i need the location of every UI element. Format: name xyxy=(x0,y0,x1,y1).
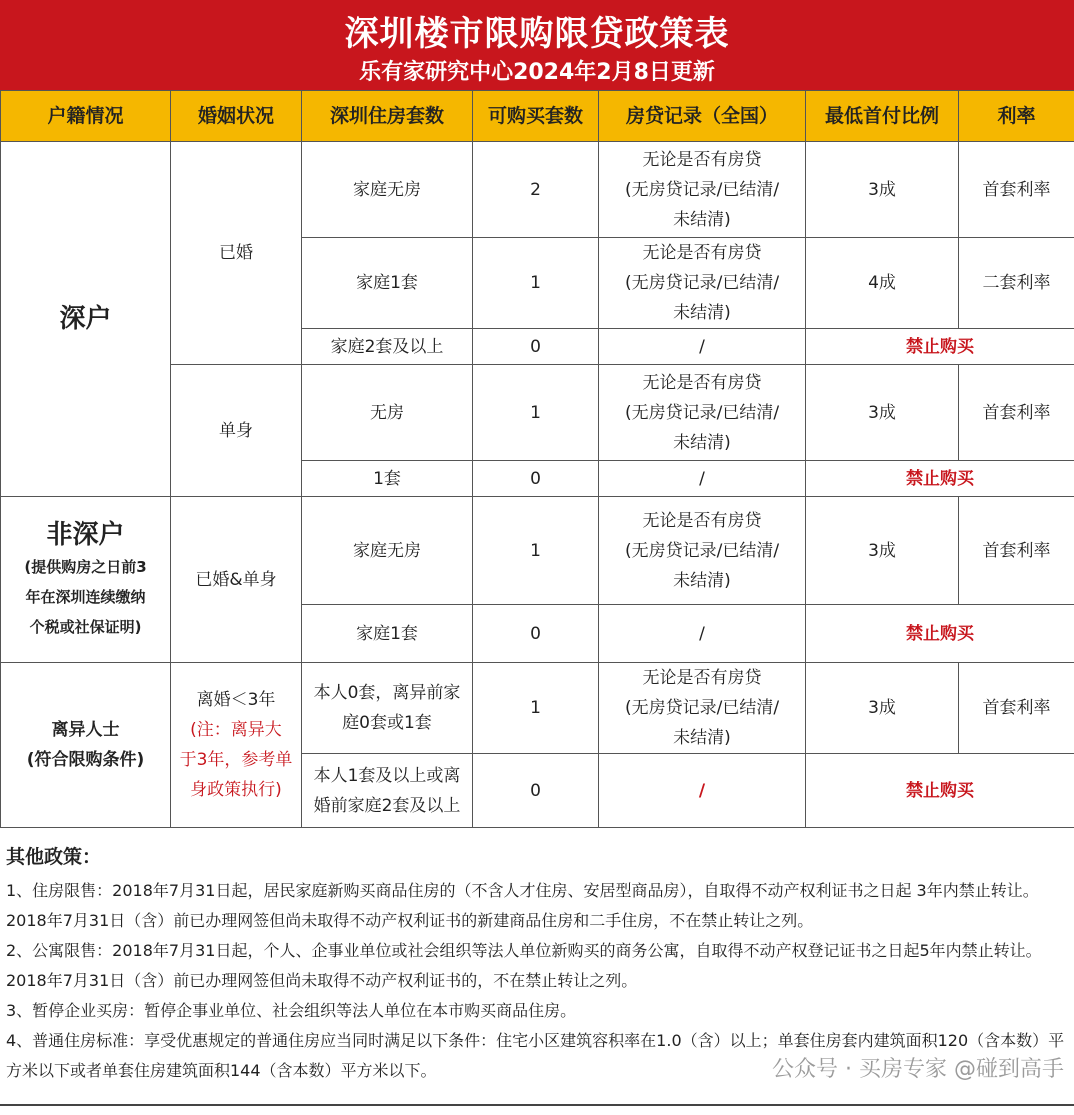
forbidden-cell: 禁止购买 xyxy=(806,605,1074,663)
count-cell: 2 xyxy=(473,142,599,238)
count-cell: 0 xyxy=(473,754,599,828)
forbidden-cell: 禁止购买 xyxy=(806,461,1074,497)
down-payment-cell: 3成 xyxy=(806,142,959,238)
housing-line: 本人1套及以上或离 xyxy=(313,765,461,786)
policy-item: 4、普通住房标准：享受优惠规定的普通住房应当同时满足以下条件：住宅小区建筑容积率在1.0（含）以上；单套住房套内建筑面积120（含本数）平方米以下或者单套住房建筑面积144（含本数）平方米以下。 xyxy=(6,1031,1065,1080)
marital-both: 已婚&单身 xyxy=(171,497,302,663)
count-cell: 1 xyxy=(473,238,599,329)
loan-record-cell xyxy=(599,238,806,329)
col-header: 深圳住房套数 xyxy=(302,91,473,142)
residency-label: 离异人士 xyxy=(51,720,120,740)
housing-cell xyxy=(302,754,473,828)
marital-divorced xyxy=(171,663,302,828)
housing-cell: 1套 xyxy=(302,461,473,497)
down-payment-cell: 3成 xyxy=(806,497,959,605)
residency-divorced xyxy=(1,663,171,828)
loan-line: (无房贷记录/已结清/ xyxy=(624,698,780,718)
loan-line: (无房贷记录/已结清/ xyxy=(624,540,780,561)
housing-cell xyxy=(302,663,473,754)
marital-note: 于3年，参考单 xyxy=(179,750,293,770)
page-title: 深圳楼市限购限贷政策表 xyxy=(344,14,730,54)
residency-label: 非深户 xyxy=(46,519,125,550)
col-header: 婚姻状况 xyxy=(171,91,302,142)
loan-record-cell: / xyxy=(599,329,806,365)
policy-table xyxy=(0,90,1074,828)
loan-line: (无房贷记录/已结清/ xyxy=(624,402,780,423)
count-cell: 0 xyxy=(473,329,599,365)
housing-line: 庭0套或1套 xyxy=(342,713,432,733)
rate-cell: 首套利率 xyxy=(959,365,1074,461)
loan-line: (无房贷记录/已结清/ xyxy=(624,273,780,293)
residency-note: (提供购房之日前3 xyxy=(24,557,147,576)
residency-note: 个税或社保证明) xyxy=(29,617,142,636)
other-policies-title: 其他政策： xyxy=(6,846,102,868)
col-header: 可购买套数 xyxy=(473,91,599,142)
marital-note: (注：离异大 xyxy=(190,720,282,740)
loan-line: 无论是否有房贷 xyxy=(642,668,762,688)
residency-note: 年在深圳连续缴纳 xyxy=(25,587,146,606)
col-header: 房贷记录（全国） xyxy=(599,91,806,142)
col-header: 户籍情况 xyxy=(1,91,171,142)
loan-record-cell xyxy=(599,497,806,605)
down-payment-cell: 4成 xyxy=(806,238,959,329)
bottom-divider xyxy=(0,1104,1074,1106)
count-cell: 0 xyxy=(473,461,599,497)
policy-item: 1、住房限售：2018年7月31日起，居民家庭新购买商品住房的（不含人才住房、安居型商品房），自取得不动产权利证书之日起 3年内禁止转让。2018年7月31日（含）前已办理网签但尚未取得不动产权利证书的新建商品住房和二手住房，不在禁止转让之列。 xyxy=(6,881,1039,930)
loan-line: 无论是否有房贷 xyxy=(642,510,762,531)
loan-line: 无论是否有房贷 xyxy=(642,372,762,393)
title-banner xyxy=(0,0,1074,90)
housing-line: 婚前家庭2套及以上 xyxy=(313,795,461,816)
rate-cell: 二套利率 xyxy=(959,238,1074,329)
loan-line: 未结清) xyxy=(673,432,731,453)
rate-cell: 首套利率 xyxy=(959,142,1074,238)
residency-note: (符合限购条件) xyxy=(26,750,145,770)
marital-note: 身政策执行) xyxy=(190,780,282,800)
policy-item: 2、公寓限售：2018年7月31日起，个人、企事业单位或社会组织等法人单位新购买的商务公寓，自取得不动产权登记证书之日起5年内禁止转让。2018年7月31日（含）前已办理网签但尚未取得不动产权利证书的，不在禁止转让之列。 xyxy=(6,941,1042,990)
housing-cell: 无房 xyxy=(302,365,473,461)
housing-cell: 家庭无房 xyxy=(302,497,473,605)
loan-line: 未结清) xyxy=(673,209,731,230)
count-cell: 1 xyxy=(473,365,599,461)
housing-cell: 家庭2套及以上 xyxy=(302,329,473,365)
loan-line: 未结清) xyxy=(673,728,731,748)
policy-item: 3、暂停企业买房：暂停企事业单位、社会组织等法人单位在本市购买商品住房。 xyxy=(6,1001,577,1020)
marital-single: 单身 xyxy=(171,365,302,497)
page-subtitle: 乐有家研究中心2024年2月8日更新 xyxy=(359,60,715,85)
housing-line: 本人0套，离异前家 xyxy=(313,683,461,703)
count-cell: 0 xyxy=(473,605,599,663)
rate-cell: 首套利率 xyxy=(959,663,1074,754)
table-header-row xyxy=(1,91,1074,142)
marital-label: 离婚＜3年 xyxy=(196,690,276,710)
loan-record-cell: / xyxy=(599,754,806,828)
col-header: 最低首付比例 xyxy=(806,91,959,142)
housing-cell: 家庭无房 xyxy=(302,142,473,238)
loan-line: 无论是否有房贷 xyxy=(642,243,762,263)
residency-shenhu: 深户 xyxy=(1,142,171,497)
marital-married: 已婚 xyxy=(171,142,302,365)
loan-record-cell xyxy=(599,365,806,461)
other-policies xyxy=(6,840,1068,1086)
count-cell: 1 xyxy=(473,663,599,754)
down-payment-cell: 3成 xyxy=(806,663,959,754)
loan-record-cell xyxy=(599,142,806,238)
loan-record-cell: / xyxy=(599,605,806,663)
loan-record-cell xyxy=(599,663,806,754)
forbidden-cell: 禁止购买 xyxy=(806,754,1074,828)
watermark: 公众号 · 买房专家 @碰到高手 xyxy=(772,1057,1064,1082)
loan-line: 未结清) xyxy=(673,570,731,591)
loan-line: 无论是否有房贷 xyxy=(642,149,762,170)
table-row xyxy=(1,497,1074,605)
loan-record-cell: / xyxy=(599,461,806,497)
table-row xyxy=(1,663,1074,754)
housing-cell: 家庭1套 xyxy=(302,238,473,329)
loan-line: (无房贷记录/已结清/ xyxy=(624,179,780,200)
table-row xyxy=(1,142,1074,238)
forbidden-cell: 禁止购买 xyxy=(806,329,1074,365)
residency-feishenhu xyxy=(1,497,171,663)
count-cell: 1 xyxy=(473,497,599,605)
rate-cell: 首套利率 xyxy=(959,497,1074,605)
loan-line: 未结清) xyxy=(673,303,731,323)
down-payment-cell: 3成 xyxy=(806,365,959,461)
col-header: 利率 xyxy=(959,91,1074,142)
housing-cell: 家庭1套 xyxy=(302,605,473,663)
